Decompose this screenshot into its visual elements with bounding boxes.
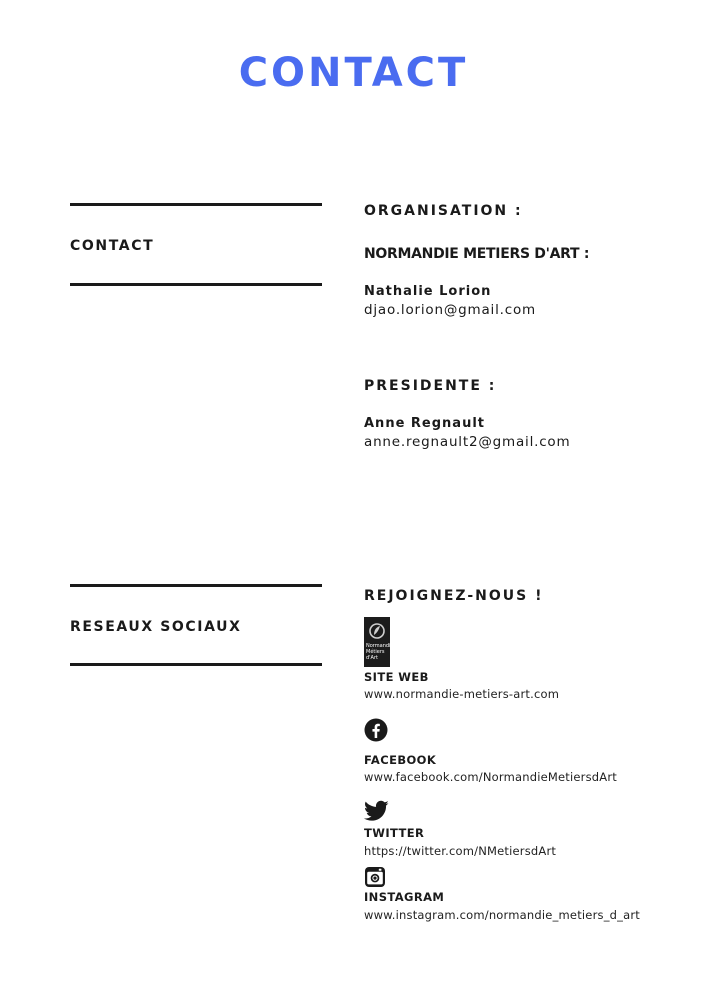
twitter-url[interactable]: https://twitter.com/NMetiersdArt: [364, 844, 557, 858]
contact-person-name: Nathalie Lorion: [364, 284, 492, 299]
section-divider-top: [70, 584, 322, 587]
website-label: SITE WEB: [364, 670, 429, 684]
facebook-url[interactable]: www.facebook.com/NormandieMetiersdArt: [364, 770, 618, 784]
twitter-label: TWITTER: [364, 826, 425, 840]
website-url[interactable]: www.normandie-metiers-art.com: [364, 687, 560, 701]
organisation-heading: ORGANISATION :: [364, 203, 523, 219]
president-email-link[interactable]: [364, 434, 570, 450]
normandie-metiers-dart-logo[interactable]: [364, 617, 394, 667]
section-label-social: RESEAUX SOCIAUX: [70, 619, 242, 635]
website-url-link[interactable]: [364, 687, 559, 701]
instagram-icon[interactable]: [364, 866, 386, 888]
facebook-icon[interactable]: [364, 718, 388, 742]
president-name: Anne Regnault: [364, 416, 485, 431]
contact-person-email[interactable]: djao.lorion@gmail.com: [364, 302, 536, 318]
section-divider-bottom: [70, 663, 322, 666]
twitter-icon[interactable]: [364, 800, 389, 822]
president-email[interactable]: anne.regnault2@gmail.com: [364, 434, 571, 450]
logo-mark-icon: [368, 622, 386, 640]
facebook-label: FACEBOOK: [364, 753, 437, 767]
instagram-url[interactable]: www.instagram.com/normandie_metiers_d_art: [364, 908, 640, 922]
section-divider-bottom: [70, 283, 322, 286]
instagram-url-link[interactable]: [364, 908, 640, 922]
logo-text: Normandie Métiers d'Art: [366, 643, 394, 661]
twitter-url-link[interactable]: [364, 844, 556, 858]
president-heading: PRESIDENTE :: [364, 378, 497, 394]
section-label-contact: CONTACT: [70, 238, 155, 254]
facebook-url-link[interactable]: [364, 770, 617, 784]
instagram-label: INSTAGRAM: [364, 890, 445, 904]
contact-person-email-link[interactable]: [364, 302, 536, 318]
organisation-name: NORMANDIE METIERS D'ART :: [364, 246, 590, 262]
social-heading: REJOIGNEZ-NOUS !: [364, 588, 544, 604]
section-divider-top: [70, 203, 322, 206]
page-title: CONTACT: [238, 50, 469, 96]
